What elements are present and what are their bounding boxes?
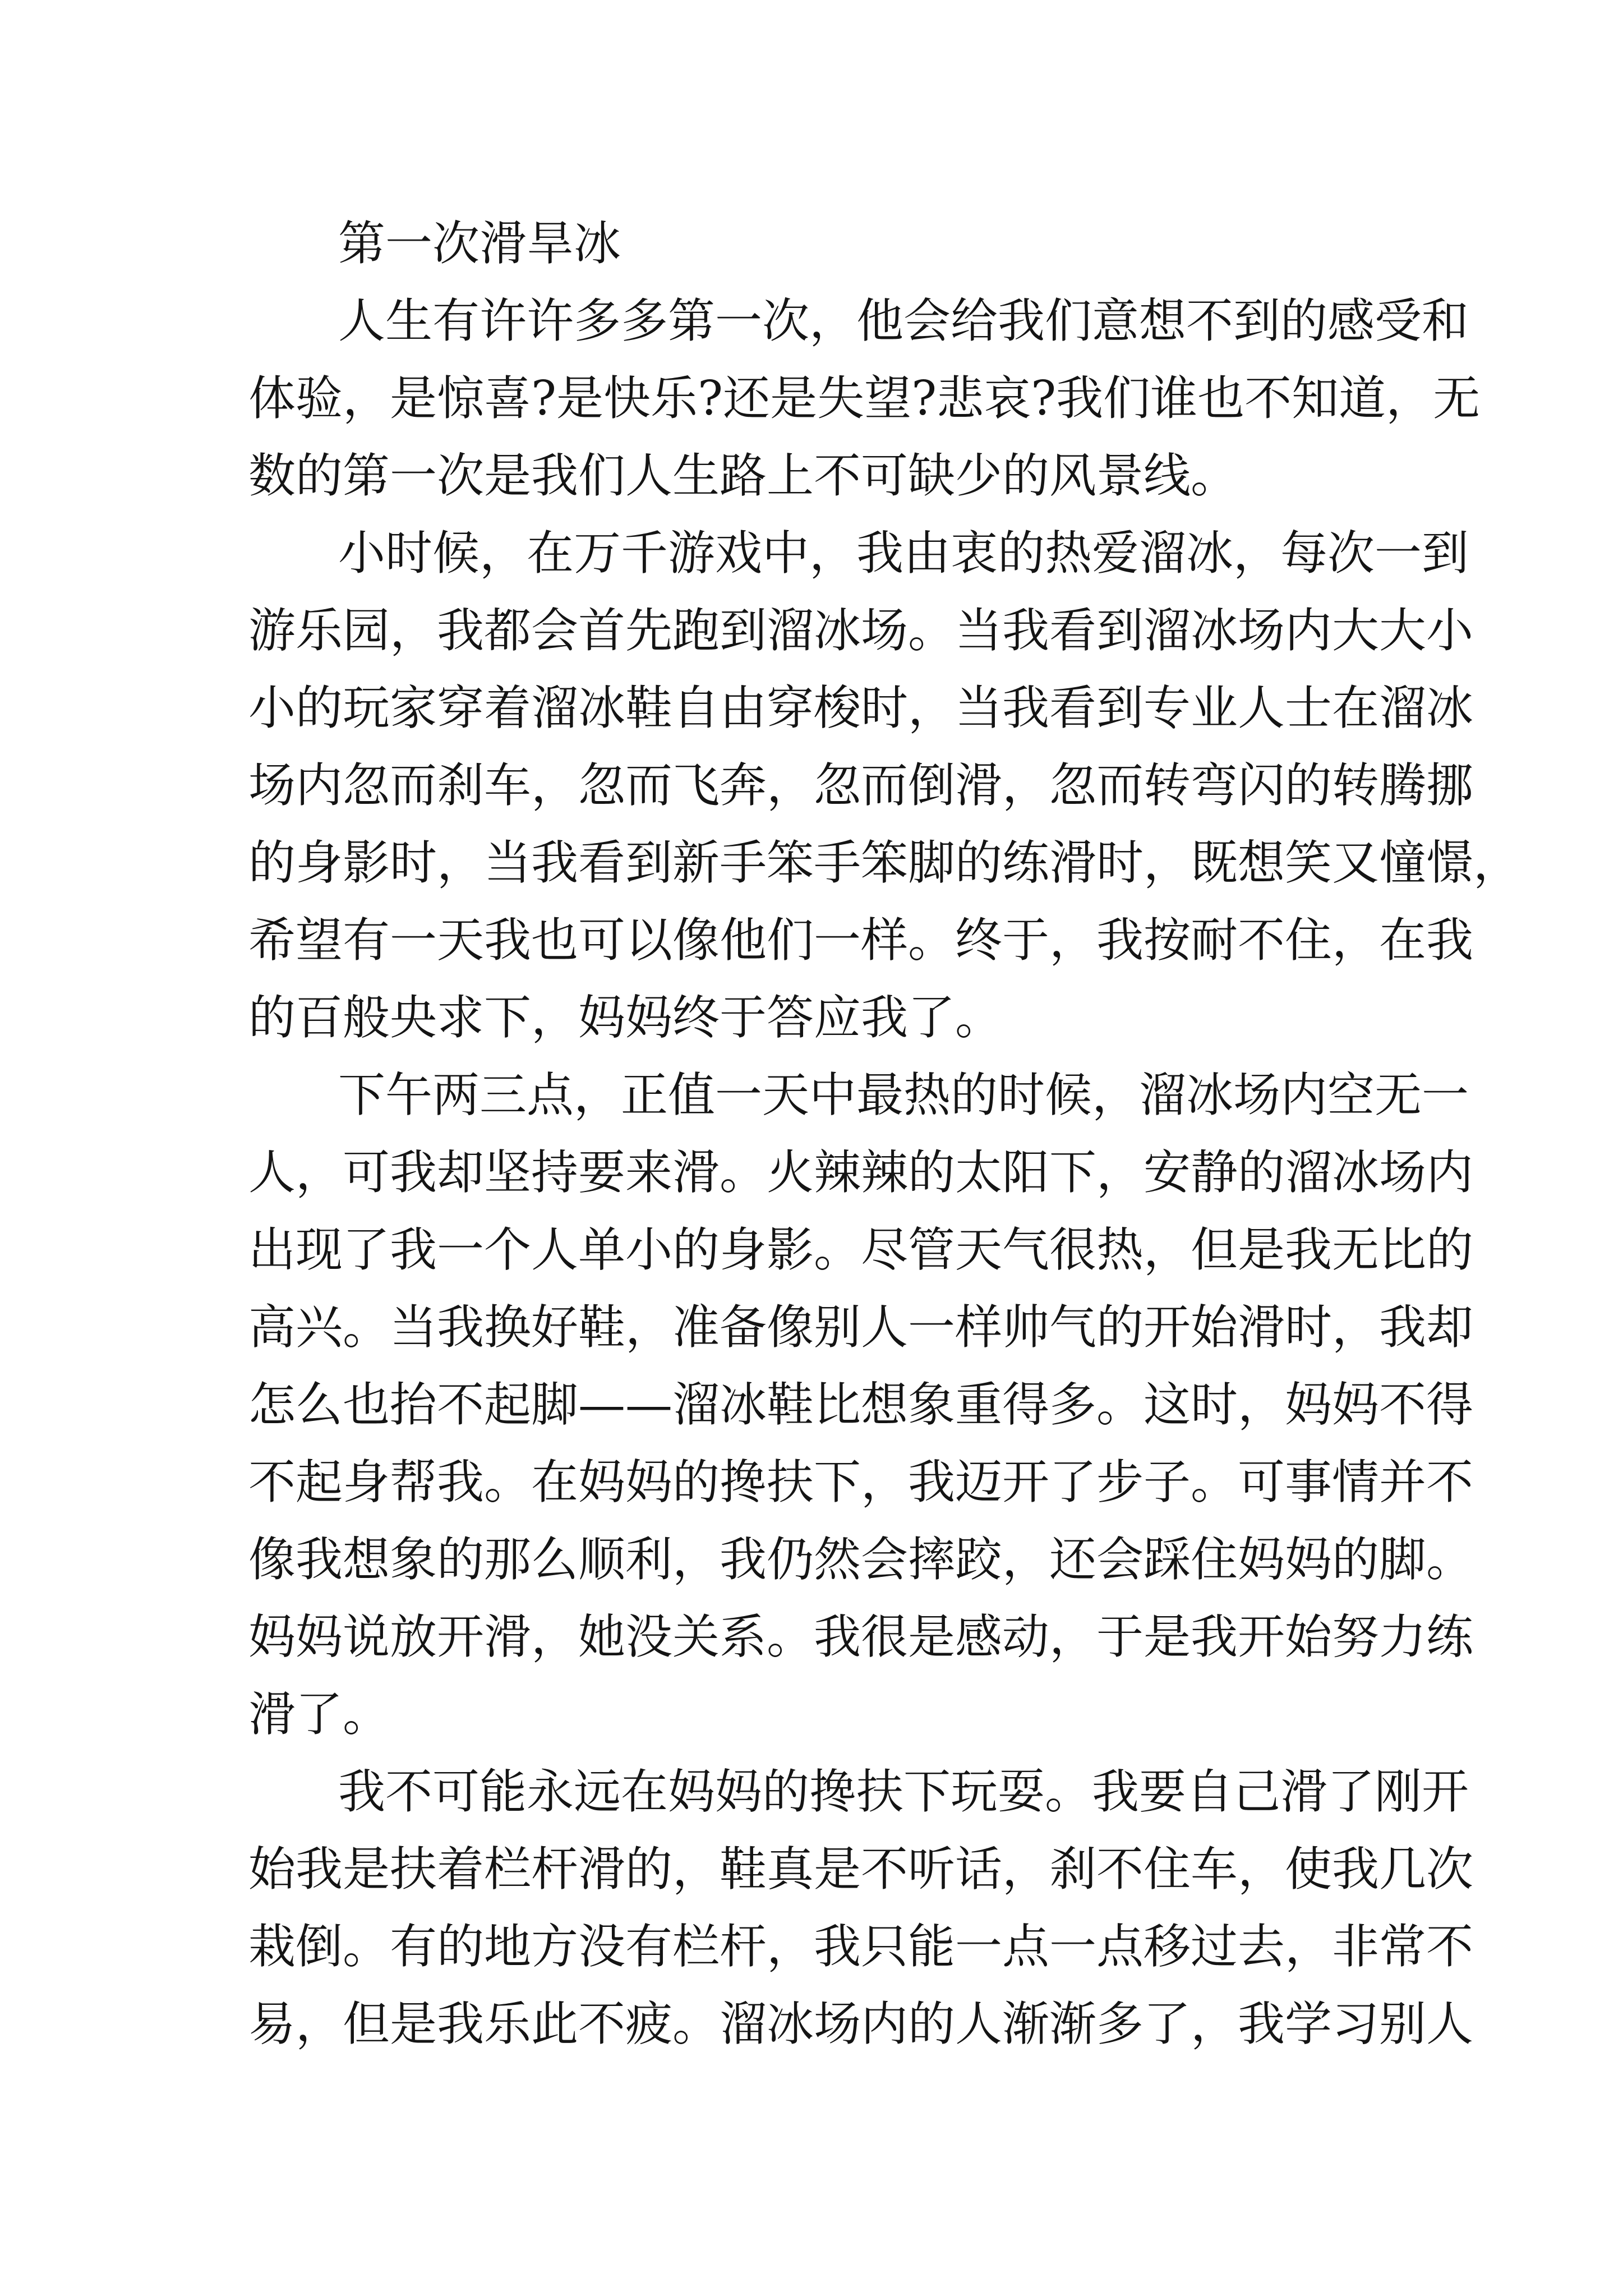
paragraph-2-line-4: 场内忽而刹车，忽而飞奔，忽而倒滑，忽而转弯闪的转腾挪 [248,758,1474,813]
paragraph-2-line-1: 小时候，在万千游戏中，我由衷的热爱溜冰，每次一到 [338,526,1469,581]
paragraph-2-line-7: 的百般央求下，妈妈终于答应我了。 [248,990,1003,1045]
paragraph-3-line-2: 人，可我却坚持要来滑。火辣辣的太阳下，安静的溜冰场内 [248,1145,1474,1200]
paragraph-1-line-1: 人生有许许多多第一次，他会给我们意想不到的感受和 [338,293,1469,348]
paragraph-1-line-3: 数的第一次是我们人生路上不可缺少的风景线。 [248,448,1238,503]
document-title: 第一次滑旱冰 [338,216,621,271]
paragraph-1-line-2: 体验，是惊喜?是快乐?还是失望?悲哀?我们谁也不知道，无 [248,371,1481,426]
paragraph-4-line-4: 易，但是我乐此不疲。溜冰场内的人渐渐多了，我学习别人 [248,1996,1474,2051]
paragraph-2-line-6: 希望有一天我也可以像他们一样。终于，我按耐不住，在我 [248,913,1474,968]
paragraph-2-line-5: 的身影时，当我看到新手笨手笨脚的练滑时，既想笑又憧憬， [248,835,1521,890]
paragraph-2-line-2: 游乐园，我都会首先跑到溜冰场。当我看到溜冰场内大大小 [248,603,1474,658]
paragraph-4-line-1: 我不可能永远在妈妈的搀扶下玩耍。我要自己滑了刚开 [338,1764,1469,1819]
paragraph-3-line-8: 妈妈说放开滑，她没关系。我很是感动，于是我开始努力练 [248,1609,1474,1664]
paragraph-2-line-3: 小的玩家穿着溜冰鞋自由穿梭时，当我看到专业人士在溜冰 [248,680,1474,735]
paragraph-3-line-9: 滑了。 [248,1687,390,1742]
paragraph-4-line-3: 栽倒。有的地方没有栏杆，我只能一点一点移过去，非常不 [248,1919,1474,1974]
paragraph-3-line-5: 怎么也抬不起脚——溜冰鞋比想象重得多。这时，妈妈不得 [248,1377,1474,1432]
paragraph-4-line-2: 始我是扶着栏杆滑的，鞋真是不听话，刹不住车，使我几次 [248,1842,1474,1897]
paragraph-3-line-3: 出现了我一个人单小的身影。尽管天气很热，但是我无比的 [248,1222,1474,1277]
paragraph-3-line-7: 像我想象的那么顺利，我仍然会摔跤，还会踩住妈妈的脚。 [248,1532,1474,1587]
paragraph-3-line-1: 下午两三点，正值一天中最热的时候，溜冰场内空无一 [338,1068,1469,1122]
paragraph-3-line-4: 高兴。当我换好鞋，准备像别人一样帅气的开始滑时，我却 [248,1300,1474,1355]
paragraph-3-line-6: 不起身帮我。在妈妈的搀扶下，我迈开了步子。可事情并不 [248,1455,1474,1510]
